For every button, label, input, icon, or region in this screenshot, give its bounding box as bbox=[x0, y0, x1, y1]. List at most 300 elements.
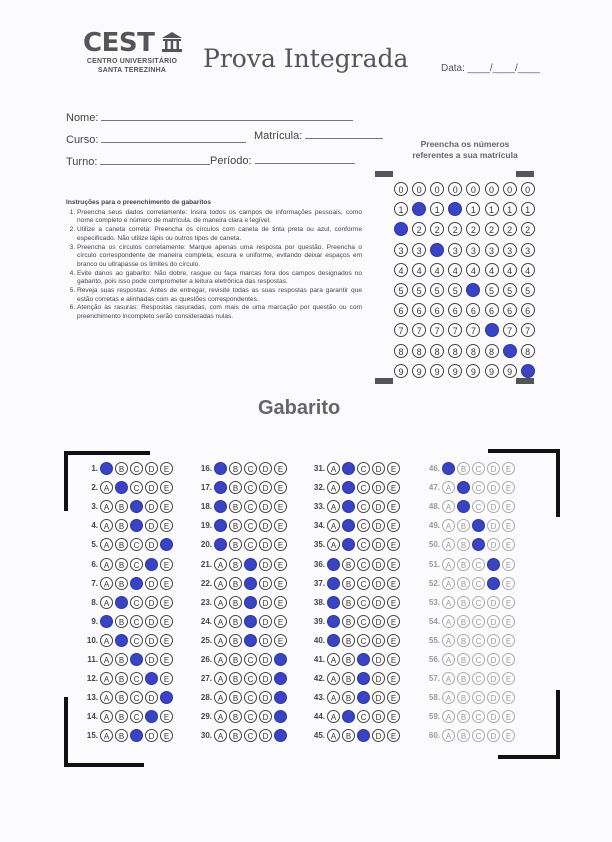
matricula-bubble-col7-digit-3[interactable]: 3 bbox=[503, 243, 517, 257]
answer-bubble-q50-A[interactable]: A bbox=[442, 538, 455, 551]
answer-bubble-q11-E[interactable]: E bbox=[160, 653, 173, 666]
answer-bubble-q49-B[interactable]: B bbox=[457, 519, 470, 532]
answer-bubble-q7-C[interactable] bbox=[130, 577, 143, 590]
matricula-bubble-col5-digit-5[interactable] bbox=[466, 283, 480, 297]
answer-bubble-q13-B[interactable]: B bbox=[115, 691, 128, 704]
answer-bubble-q60-B[interactable]: B bbox=[457, 729, 470, 742]
answer-bubble-q38-A[interactable] bbox=[327, 596, 340, 609]
answer-bubble-q20-B[interactable]: B bbox=[229, 538, 242, 551]
answer-bubble-q59-D[interactable]: D bbox=[487, 710, 500, 723]
answer-bubble-q9-E[interactable]: E bbox=[160, 615, 173, 628]
answer-bubble-q17-E[interactable]: E bbox=[274, 481, 287, 494]
answer-bubble-q27-B[interactable]: B bbox=[229, 672, 242, 685]
answer-bubble-q3-B[interactable]: B bbox=[115, 500, 128, 513]
answer-bubble-q22-C[interactable] bbox=[244, 577, 257, 590]
matricula-bubble-col6-digit-6[interactable]: 6 bbox=[485, 303, 499, 317]
answer-bubble-q47-D[interactable]: D bbox=[487, 481, 500, 494]
matricula-bubble-col3-digit-9[interactable]: 9 bbox=[430, 364, 444, 378]
answer-bubble-q13-C[interactable]: C bbox=[130, 691, 143, 704]
answer-bubble-q6-B[interactable]: B bbox=[115, 558, 128, 571]
turno-field[interactable] bbox=[66, 156, 210, 168]
matricula-bubble-col4-digit-5[interactable]: 5 bbox=[448, 283, 462, 297]
answer-bubble-q33-A[interactable]: A bbox=[327, 500, 340, 513]
answer-bubble-q60-D[interactable]: D bbox=[487, 729, 500, 742]
answer-bubble-q9-A[interactable] bbox=[100, 615, 113, 628]
answer-bubble-q55-B[interactable]: B bbox=[457, 634, 470, 647]
matricula-bubble-col7-digit-1[interactable]: 1 bbox=[503, 202, 517, 216]
answer-bubble-q39-B[interactable]: B bbox=[342, 615, 355, 628]
matricula-bubble-col3-digit-6[interactable]: 6 bbox=[430, 303, 444, 317]
answer-bubble-q41-D[interactable]: D bbox=[372, 653, 385, 666]
answer-bubble-q18-E[interactable]: E bbox=[274, 500, 287, 513]
answer-bubble-q7-A[interactable]: A bbox=[100, 577, 113, 590]
answer-bubble-q58-E[interactable]: E bbox=[502, 691, 515, 704]
answer-bubble-q43-E[interactable]: E bbox=[387, 691, 400, 704]
answer-bubble-q32-C[interactable]: C bbox=[357, 481, 370, 494]
answer-bubble-q51-D[interactable] bbox=[487, 558, 500, 571]
answer-bubble-q12-A[interactable]: A bbox=[100, 672, 113, 685]
answer-bubble-q22-A[interactable]: A bbox=[214, 577, 227, 590]
answer-bubble-q35-C[interactable]: C bbox=[357, 538, 370, 551]
answer-bubble-q45-A[interactable]: A bbox=[327, 729, 340, 742]
answer-bubble-q34-A[interactable]: A bbox=[327, 519, 340, 532]
answer-bubble-q34-E[interactable]: E bbox=[387, 519, 400, 532]
matricula-bubble-col7-digit-6[interactable]: 6 bbox=[503, 303, 517, 317]
matricula-bubble-col8-digit-2[interactable]: 2 bbox=[521, 222, 535, 236]
answer-bubble-q14-E[interactable]: E bbox=[160, 710, 173, 723]
answer-bubble-q25-E[interactable]: E bbox=[274, 634, 287, 647]
answer-bubble-q16-E[interactable]: E bbox=[274, 462, 287, 475]
answer-bubble-q52-B[interactable]: B bbox=[457, 577, 470, 590]
matricula-bubble-col4-digit-2[interactable]: 2 bbox=[448, 222, 462, 236]
answer-bubble-q23-D[interactable]: D bbox=[259, 596, 272, 609]
answer-bubble-q56-D[interactable]: D bbox=[487, 653, 500, 666]
answer-bubble-q51-C[interactable]: C bbox=[472, 558, 485, 571]
matricula-bubble-col2-digit-8[interactable]: 8 bbox=[412, 344, 426, 358]
answer-bubble-q15-E[interactable]: E bbox=[160, 729, 173, 742]
answer-bubble-q19-C[interactable]: C bbox=[244, 519, 257, 532]
answer-bubble-q9-B[interactable]: B bbox=[115, 615, 128, 628]
answer-bubble-q1-C[interactable]: C bbox=[130, 462, 143, 475]
answer-bubble-q56-A[interactable]: A bbox=[442, 653, 455, 666]
answer-bubble-q10-A[interactable]: A bbox=[100, 634, 113, 647]
answer-bubble-q52-D[interactable] bbox=[487, 577, 500, 590]
answer-bubble-q29-E[interactable] bbox=[274, 710, 287, 723]
answer-bubble-q8-B[interactable] bbox=[115, 596, 128, 609]
matricula-bubble-col4-digit-3[interactable]: 3 bbox=[448, 243, 462, 257]
answer-bubble-q58-A[interactable]: A bbox=[442, 691, 455, 704]
answer-bubble-q30-B[interactable]: B bbox=[229, 729, 242, 742]
answer-bubble-q15-C[interactable] bbox=[130, 729, 143, 742]
answer-bubble-q6-C[interactable]: C bbox=[130, 558, 143, 571]
matricula-bubble-col7-digit-9[interactable]: 9 bbox=[503, 364, 517, 378]
answer-bubble-q44-E[interactable]: E bbox=[387, 710, 400, 723]
answer-bubble-q36-A[interactable] bbox=[327, 558, 340, 571]
answer-bubble-q57-C[interactable]: C bbox=[472, 672, 485, 685]
answer-bubble-q42-D[interactable]: D bbox=[372, 672, 385, 685]
answer-bubble-q18-C[interactable]: C bbox=[244, 500, 257, 513]
matricula-bubble-col5-digit-6[interactable]: 6 bbox=[466, 303, 480, 317]
answer-bubble-q45-B[interactable]: B bbox=[342, 729, 355, 742]
answer-bubble-q26-A[interactable]: A bbox=[214, 653, 227, 666]
matricula-bubble-col4-digit-1[interactable] bbox=[448, 202, 462, 216]
answer-bubble-q45-D[interactable]: D bbox=[372, 729, 385, 742]
answer-bubble-q4-E[interactable]: E bbox=[160, 519, 173, 532]
answer-bubble-q36-D[interactable]: D bbox=[372, 558, 385, 571]
answer-bubble-q29-A[interactable]: A bbox=[214, 710, 227, 723]
answer-bubble-q33-C[interactable]: C bbox=[357, 500, 370, 513]
answer-bubble-q5-E[interactable] bbox=[160, 538, 173, 551]
answer-bubble-q13-E[interactable] bbox=[160, 691, 173, 704]
answer-bubble-q11-A[interactable]: A bbox=[100, 653, 113, 666]
matricula-bubble-col5-digit-1[interactable]: 1 bbox=[466, 202, 480, 216]
matricula-bubble-col7-digit-2[interactable]: 2 bbox=[503, 222, 517, 236]
answer-bubble-q31-D[interactable]: D bbox=[372, 462, 385, 475]
answer-bubble-q4-B[interactable]: B bbox=[115, 519, 128, 532]
answer-bubble-q60-E[interactable]: E bbox=[502, 729, 515, 742]
answer-bubble-q44-C[interactable]: C bbox=[357, 710, 370, 723]
answer-bubble-q20-C[interactable]: C bbox=[244, 538, 257, 551]
matricula-bubble-col1-digit-9[interactable]: 9 bbox=[394, 364, 408, 378]
answer-bubble-q27-E[interactable] bbox=[274, 672, 287, 685]
answer-bubble-q10-C[interactable]: C bbox=[130, 634, 143, 647]
answer-bubble-q54-A[interactable]: A bbox=[442, 615, 455, 628]
answer-bubble-q23-E[interactable]: E bbox=[274, 596, 287, 609]
answer-bubble-q21-B[interactable]: B bbox=[229, 558, 242, 571]
answer-bubble-q28-A[interactable]: A bbox=[214, 691, 227, 704]
matricula-bubble-col6-digit-1[interactable]: 1 bbox=[485, 202, 499, 216]
answer-bubble-q42-B[interactable]: B bbox=[342, 672, 355, 685]
answer-bubble-q31-B[interactable] bbox=[342, 462, 355, 475]
answer-bubble-q30-E[interactable] bbox=[274, 729, 287, 742]
answer-bubble-q40-C[interactable]: C bbox=[357, 634, 370, 647]
answer-bubble-q30-C[interactable]: C bbox=[244, 729, 257, 742]
answer-bubble-q41-E[interactable]: E bbox=[387, 653, 400, 666]
answer-bubble-q26-D[interactable]: D bbox=[259, 653, 272, 666]
answer-bubble-q17-D[interactable]: D bbox=[259, 481, 272, 494]
answer-bubble-q24-E[interactable]: E bbox=[274, 615, 287, 628]
answer-bubble-q18-A[interactable] bbox=[214, 500, 227, 513]
answer-bubble-q35-D[interactable]: D bbox=[372, 538, 385, 551]
answer-bubble-q14-C[interactable]: C bbox=[130, 710, 143, 723]
answer-bubble-q8-A[interactable]: A bbox=[100, 596, 113, 609]
answer-bubble-q9-D[interactable]: D bbox=[145, 615, 158, 628]
answer-bubble-q13-D[interactable]: D bbox=[145, 691, 158, 704]
matricula-bubble-col8-digit-7[interactable]: 7 bbox=[521, 323, 535, 337]
answer-bubble-q6-E[interactable]: E bbox=[160, 558, 173, 571]
matricula-bubble-col1-digit-3[interactable]: 3 bbox=[394, 243, 408, 257]
answer-bubble-q51-B[interactable]: B bbox=[457, 558, 470, 571]
answer-bubble-q38-D[interactable]: D bbox=[372, 596, 385, 609]
answer-bubble-q33-E[interactable]: E bbox=[387, 500, 400, 513]
answer-bubble-q49-C[interactable] bbox=[472, 519, 485, 532]
matricula-bubble-col8-digit-3[interactable]: 3 bbox=[521, 243, 535, 257]
matricula-field[interactable] bbox=[254, 130, 383, 142]
matricula-bubble-col3-digit-4[interactable]: 4 bbox=[430, 263, 444, 277]
matricula-bubble-col2-digit-1[interactable] bbox=[412, 202, 426, 216]
answer-bubble-q29-B[interactable]: B bbox=[229, 710, 242, 723]
matricula-bubble-col8-digit-8[interactable]: 8 bbox=[521, 344, 535, 358]
matricula-bubble-col7-digit-4[interactable]: 4 bbox=[503, 263, 517, 277]
matricula-bubble-col5-digit-2[interactable]: 2 bbox=[466, 222, 480, 236]
answer-bubble-q43-A[interactable]: A bbox=[327, 691, 340, 704]
answer-bubble-q29-D[interactable]: D bbox=[259, 710, 272, 723]
answer-bubble-q56-C[interactable]: C bbox=[472, 653, 485, 666]
matricula-bubble-col4-digit-4[interactable]: 4 bbox=[448, 263, 462, 277]
answer-bubble-q37-B[interactable]: B bbox=[342, 577, 355, 590]
answer-bubble-q43-B[interactable]: B bbox=[342, 691, 355, 704]
answer-bubble-q48-B[interactable] bbox=[457, 500, 470, 513]
answer-bubble-q53-E[interactable]: E bbox=[502, 596, 515, 609]
answer-bubble-q24-D[interactable]: D bbox=[259, 615, 272, 628]
answer-bubble-q11-C[interactable] bbox=[130, 653, 143, 666]
matricula-bubble-col3-digit-7[interactable]: 7 bbox=[430, 323, 444, 337]
answer-bubble-q21-A[interactable]: A bbox=[214, 558, 227, 571]
matricula-bubble-col2-digit-2[interactable]: 2 bbox=[412, 222, 426, 236]
answer-bubble-q55-D[interactable]: D bbox=[487, 634, 500, 647]
matricula-bubble-col2-digit-9[interactable]: 9 bbox=[412, 364, 426, 378]
answer-bubble-q15-D[interactable]: D bbox=[145, 729, 158, 742]
answer-bubble-q50-B[interactable]: B bbox=[457, 538, 470, 551]
answer-bubble-q50-E[interactable]: E bbox=[502, 538, 515, 551]
answer-bubble-q39-D[interactable]: D bbox=[372, 615, 385, 628]
answer-bubble-q48-E[interactable]: E bbox=[502, 500, 515, 513]
answer-bubble-q35-A[interactable]: A bbox=[327, 538, 340, 551]
matricula-bubble-col1-digit-4[interactable]: 4 bbox=[394, 263, 408, 277]
answer-bubble-q33-B[interactable] bbox=[342, 500, 355, 513]
answer-bubble-q24-A[interactable]: A bbox=[214, 615, 227, 628]
answer-bubble-q21-E[interactable]: E bbox=[274, 558, 287, 571]
answer-bubble-q14-B[interactable]: B bbox=[115, 710, 128, 723]
answer-bubble-q30-A[interactable]: A bbox=[214, 729, 227, 742]
answer-bubble-q32-D[interactable]: D bbox=[372, 481, 385, 494]
answer-bubble-q47-E[interactable]: E bbox=[502, 481, 515, 494]
answer-bubble-q32-B[interactable] bbox=[342, 481, 355, 494]
matricula-bubble-col4-digit-6[interactable]: 6 bbox=[448, 303, 462, 317]
answer-bubble-q7-B[interactable]: B bbox=[115, 577, 128, 590]
answer-bubble-q40-B[interactable]: B bbox=[342, 634, 355, 647]
answer-bubble-q2-B[interactable] bbox=[115, 481, 128, 494]
matricula-bubble-col1-digit-0[interactable]: 0 bbox=[394, 182, 408, 196]
answer-bubble-q26-C[interactable]: C bbox=[244, 653, 257, 666]
answer-bubble-q32-E[interactable]: E bbox=[387, 481, 400, 494]
answer-bubble-q21-D[interactable]: D bbox=[259, 558, 272, 571]
answer-bubble-q1-A[interactable] bbox=[100, 462, 113, 475]
answer-bubble-q53-C[interactable]: C bbox=[472, 596, 485, 609]
answer-bubble-q57-B[interactable]: B bbox=[457, 672, 470, 685]
matricula-bubble-col4-digit-0[interactable]: 0 bbox=[448, 182, 462, 196]
answer-bubble-q39-E[interactable]: E bbox=[387, 615, 400, 628]
answer-bubble-q16-A[interactable] bbox=[214, 462, 227, 475]
answer-bubble-q52-A[interactable]: A bbox=[442, 577, 455, 590]
answer-bubble-q58-B[interactable]: B bbox=[457, 691, 470, 704]
answer-bubble-q47-B[interactable] bbox=[457, 481, 470, 494]
matricula-bubble-col6-digit-5[interactable]: 5 bbox=[485, 283, 499, 297]
answer-bubble-q15-B[interactable]: B bbox=[115, 729, 128, 742]
answer-bubble-q4-A[interactable]: A bbox=[100, 519, 113, 532]
answer-bubble-q57-A[interactable]: A bbox=[442, 672, 455, 685]
answer-bubble-q17-B[interactable]: B bbox=[229, 481, 242, 494]
answer-bubble-q10-B[interactable] bbox=[115, 634, 128, 647]
answer-bubble-q58-C[interactable]: C bbox=[472, 691, 485, 704]
answer-bubble-q43-D[interactable]: D bbox=[372, 691, 385, 704]
answer-bubble-q50-C[interactable] bbox=[472, 538, 485, 551]
matricula-bubble-col7-digit-8[interactable] bbox=[503, 344, 517, 358]
matricula-bubble-col2-digit-4[interactable]: 4 bbox=[412, 263, 426, 277]
answer-bubble-q38-C[interactable]: C bbox=[357, 596, 370, 609]
answer-bubble-q26-E[interactable] bbox=[274, 653, 287, 666]
answer-bubble-q40-A[interactable] bbox=[327, 634, 340, 647]
answer-bubble-q58-D[interactable]: D bbox=[487, 691, 500, 704]
answer-bubble-q48-D[interactable]: D bbox=[487, 500, 500, 513]
matricula-bubble-col2-digit-6[interactable]: 6 bbox=[412, 303, 426, 317]
matricula-bubble-col2-digit-3[interactable]: 3 bbox=[412, 243, 426, 257]
answer-bubble-q52-C[interactable]: C bbox=[472, 577, 485, 590]
answer-bubble-q45-E[interactable]: E bbox=[387, 729, 400, 742]
answer-bubble-q22-D[interactable]: D bbox=[259, 577, 272, 590]
answer-bubble-q46-C[interactable]: C bbox=[472, 462, 485, 475]
matricula-bubble-col1-digit-5[interactable]: 5 bbox=[394, 283, 408, 297]
answer-bubble-q34-B[interactable] bbox=[342, 519, 355, 532]
matricula-bubble-col8-digit-0[interactable]: 0 bbox=[521, 182, 535, 196]
answer-bubble-q35-B[interactable] bbox=[342, 538, 355, 551]
answer-bubble-q16-C[interactable]: C bbox=[244, 462, 257, 475]
answer-bubble-q23-A[interactable]: A bbox=[214, 596, 227, 609]
answer-bubble-q20-E[interactable]: E bbox=[274, 538, 287, 551]
matricula-bubble-col5-digit-8[interactable]: 8 bbox=[466, 344, 480, 358]
answer-bubble-q47-C[interactable]: C bbox=[472, 481, 485, 494]
answer-bubble-q26-B[interactable]: B bbox=[229, 653, 242, 666]
answer-bubble-q1-D[interactable]: D bbox=[145, 462, 158, 475]
answer-bubble-q42-C[interactable] bbox=[357, 672, 370, 685]
answer-bubble-q49-D[interactable]: D bbox=[487, 519, 500, 532]
answer-bubble-q23-C[interactable] bbox=[244, 596, 257, 609]
matricula-bubble-col6-digit-3[interactable]: 3 bbox=[485, 243, 499, 257]
answer-bubble-q46-E[interactable]: E bbox=[502, 462, 515, 475]
curso-field[interactable] bbox=[66, 134, 246, 146]
matricula-bubble-col5-digit-4[interactable]: 4 bbox=[466, 263, 480, 277]
answer-bubble-q41-A[interactable]: A bbox=[327, 653, 340, 666]
answer-bubble-q44-D[interactable]: D bbox=[372, 710, 385, 723]
matricula-bubble-col6-digit-8[interactable]: 8 bbox=[485, 344, 499, 358]
answer-bubble-q37-C[interactable]: C bbox=[357, 577, 370, 590]
answer-bubble-q2-C[interactable]: C bbox=[130, 481, 143, 494]
answer-bubble-q25-C[interactable] bbox=[244, 634, 257, 647]
matricula-bubble-col3-digit-8[interactable]: 8 bbox=[430, 344, 444, 358]
answer-bubble-q17-C[interactable]: C bbox=[244, 481, 257, 494]
answer-bubble-q56-B[interactable]: B bbox=[457, 653, 470, 666]
answer-bubble-q55-A[interactable]: A bbox=[442, 634, 455, 647]
answer-bubble-q37-E[interactable]: E bbox=[387, 577, 400, 590]
answer-bubble-q55-E[interactable]: E bbox=[502, 634, 515, 647]
answer-bubble-q36-C[interactable]: C bbox=[357, 558, 370, 571]
answer-bubble-q52-E[interactable]: E bbox=[502, 577, 515, 590]
answer-bubble-q10-E[interactable]: E bbox=[160, 634, 173, 647]
matricula-bubble-col2-digit-5[interactable]: 5 bbox=[412, 283, 426, 297]
answer-bubble-q28-D[interactable]: D bbox=[259, 691, 272, 704]
answer-bubble-q34-D[interactable]: D bbox=[372, 519, 385, 532]
date-field[interactable]: Data: ____/____/____ bbox=[441, 63, 540, 74]
answer-bubble-q11-B[interactable]: B bbox=[115, 653, 128, 666]
answer-bubble-q38-B[interactable]: B bbox=[342, 596, 355, 609]
matricula-bubble-col8-digit-5[interactable]: 5 bbox=[521, 283, 535, 297]
answer-bubble-q18-D[interactable]: D bbox=[259, 500, 272, 513]
answer-bubble-q3-A[interactable]: A bbox=[100, 500, 113, 513]
answer-bubble-q16-B[interactable]: B bbox=[229, 462, 242, 475]
matricula-bubble-col5-digit-3[interactable]: 3 bbox=[466, 243, 480, 257]
matricula-bubble-col5-digit-9[interactable]: 9 bbox=[466, 364, 480, 378]
answer-bubble-q54-D[interactable]: D bbox=[487, 615, 500, 628]
answer-bubble-q29-C[interactable]: C bbox=[244, 710, 257, 723]
answer-bubble-q8-C[interactable]: C bbox=[130, 596, 143, 609]
answer-bubble-q25-D[interactable]: D bbox=[259, 634, 272, 647]
answer-bubble-q48-A[interactable]: A bbox=[442, 500, 455, 513]
answer-bubble-q2-E[interactable]: E bbox=[160, 481, 173, 494]
answer-bubble-q3-E[interactable]: E bbox=[160, 500, 173, 513]
answer-bubble-q38-E[interactable]: E bbox=[387, 596, 400, 609]
matricula-bubble-col3-digit-3[interactable] bbox=[430, 243, 444, 257]
matricula-bubble-col7-digit-5[interactable]: 5 bbox=[503, 283, 517, 297]
matricula-bubble-col3-digit-1[interactable]: 1 bbox=[430, 202, 444, 216]
answer-bubble-q12-E[interactable]: E bbox=[160, 672, 173, 685]
matricula-bubble-col2-digit-7[interactable]: 7 bbox=[412, 323, 426, 337]
answer-bubble-q16-D[interactable]: D bbox=[259, 462, 272, 475]
answer-bubble-q21-C[interactable] bbox=[244, 558, 257, 571]
answer-bubble-q34-C[interactable]: C bbox=[357, 519, 370, 532]
matricula-bubble-col2-digit-0[interactable]: 0 bbox=[412, 182, 426, 196]
answer-bubble-q59-C[interactable]: C bbox=[472, 710, 485, 723]
matricula-bubble-col8-digit-1[interactable]: 1 bbox=[521, 202, 535, 216]
matricula-bubble-col1-digit-1[interactable]: 1 bbox=[394, 202, 408, 216]
answer-bubble-q49-A[interactable]: A bbox=[442, 519, 455, 532]
answer-bubble-q5-B[interactable]: B bbox=[115, 538, 128, 551]
nome-field[interactable] bbox=[66, 112, 353, 124]
answer-bubble-q3-D[interactable]: D bbox=[145, 500, 158, 513]
answer-bubble-q7-E[interactable]: E bbox=[160, 577, 173, 590]
answer-bubble-q20-A[interactable] bbox=[214, 538, 227, 551]
answer-bubble-q59-B[interactable]: B bbox=[457, 710, 470, 723]
answer-bubble-q46-A[interactable] bbox=[442, 462, 455, 475]
answer-bubble-q42-A[interactable]: A bbox=[327, 672, 340, 685]
answer-bubble-q49-E[interactable]: E bbox=[502, 519, 515, 532]
answer-bubble-q22-E[interactable]: E bbox=[274, 577, 287, 590]
answer-bubble-q12-B[interactable]: B bbox=[115, 672, 128, 685]
matricula-bubble-col1-digit-8[interactable]: 8 bbox=[394, 344, 408, 358]
answer-bubble-q2-A[interactable]: A bbox=[100, 481, 113, 494]
answer-bubble-q25-B[interactable]: B bbox=[229, 634, 242, 647]
answer-bubble-q19-E[interactable]: E bbox=[274, 519, 287, 532]
answer-bubble-q12-C[interactable]: C bbox=[130, 672, 143, 685]
answer-bubble-q28-C[interactable]: C bbox=[244, 691, 257, 704]
answer-bubble-q19-A[interactable] bbox=[214, 519, 227, 532]
answer-bubble-q51-A[interactable]: A bbox=[442, 558, 455, 571]
answer-bubble-q27-A[interactable]: A bbox=[214, 672, 227, 685]
periodo-field[interactable] bbox=[210, 155, 355, 167]
answer-bubble-q15-A[interactable]: A bbox=[100, 729, 113, 742]
answer-bubble-q28-E[interactable] bbox=[274, 691, 287, 704]
answer-bubble-q27-C[interactable]: C bbox=[244, 672, 257, 685]
answer-bubble-q22-B[interactable]: B bbox=[229, 577, 242, 590]
answer-bubble-q30-D[interactable]: D bbox=[259, 729, 272, 742]
answer-bubble-q11-D[interactable]: D bbox=[145, 653, 158, 666]
answer-bubble-q31-E[interactable]: E bbox=[387, 462, 400, 475]
answer-bubble-q6-D[interactable] bbox=[145, 558, 158, 571]
answer-bubble-q17-A[interactable] bbox=[214, 481, 227, 494]
answer-bubble-q59-A[interactable]: A bbox=[442, 710, 455, 723]
answer-bubble-q18-B[interactable]: B bbox=[229, 500, 242, 513]
answer-bubble-q4-D[interactable]: D bbox=[145, 519, 158, 532]
matricula-bubble-col1-digit-6[interactable]: 6 bbox=[394, 303, 408, 317]
